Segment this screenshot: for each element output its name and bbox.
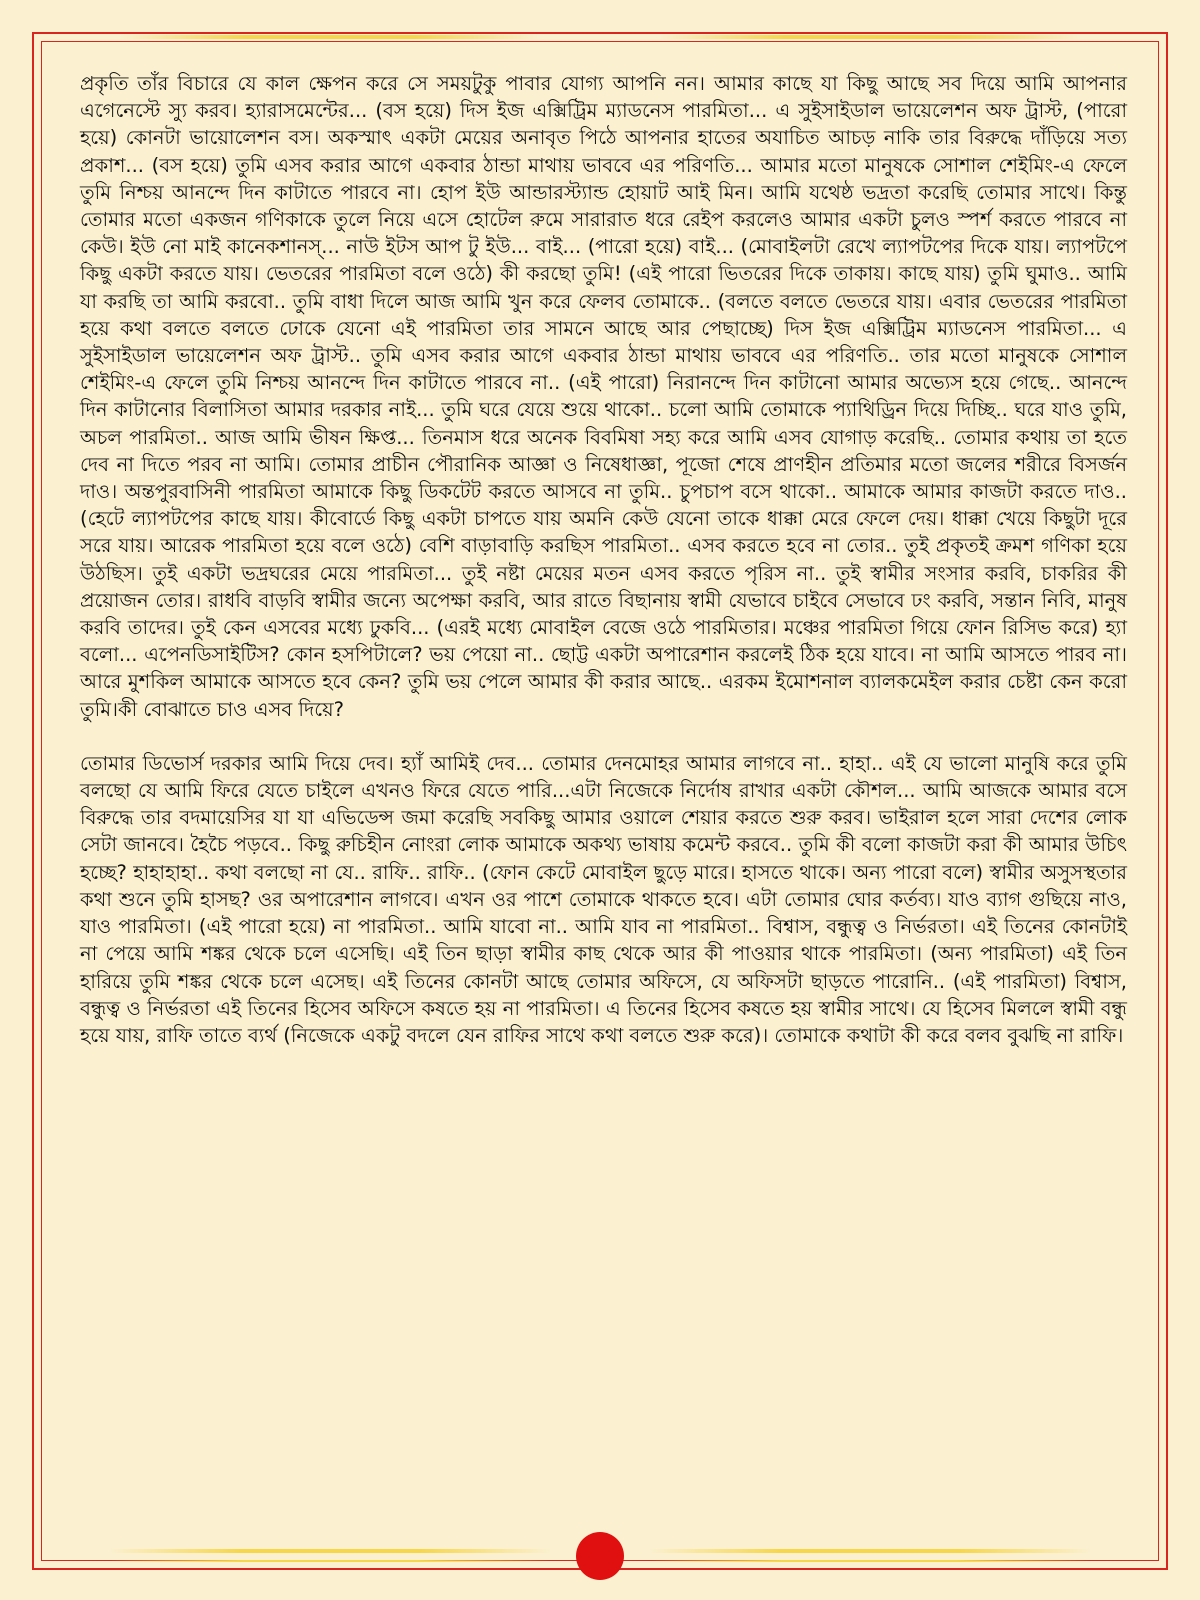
bottom-gold-ornament-right-thin (650, 1560, 1090, 1562)
top-gold-ornament-right (660, 35, 1080, 39)
bottom-gold-ornament-right (650, 1549, 1090, 1553)
bottom-gold-ornament-left-thin (110, 1560, 550, 1562)
top-gold-ornament-left (120, 35, 540, 39)
paragraph-1: প্রকৃতি তাঁর বিচারে যে কাল ক্ষেপন করে সে সময়টুকু পাবার যোগ্য আপনি নন। আমার কাছে যা কিছু আছে সব দিয়ে আমি আপনার এগেনেস্টে স্যু করব। হ্যারাসমেন্টের... (বস হয়ে) দিস ইজ এক্সিট্রিম ম্যাডনেস পারমিতা... এ সুইসাইডাল ভায়েলেশন অফ ট্রাস্ট, (পারো হয়ে) কোনটা ভায়োলেশন বস। অকস্মাৎ একটা মেয়ের অনাবৃত পিঠে আপনার হাতের অযাচিত আচড় নাকি তার বিরুদ্ধে দাঁড়িয়ে সত্য প্রকাশ... (বস হয়ে) তুমি এসব করার আগে একবার ঠান্ডা মাথায় ভাববে এর পরিণতি... আমার মতো মানুষকে সোশাল শেইমিং-এ ফেলে তুমি নিশ্চয় আনন্দে দিন কাটাতে পারবে না। হোপ ইউ আন্ডারস্ট্যান্ড হোয়াট আই মিন। আমি যথেষ্ঠ ভদ্রতা করেছি তোমার সাথে। কিন্তু তোমার মতো একজন গণিকাকে তুলে নিয়ে এসে হোটেল রুমে সারারাত ধরে রেইপ করলেও আমার একটা চুলও স্পর্শ করতে পারবে না কেউ। ইউ নো মাই কানেকশানস্... নাউ ইটস আপ টু ইউ... বাই... (পারো হয়ে) বাই... (মোবাইলটা রেখে ল্যাপটপের দিকে যায়। ল্যাপটপে কিছু একটা করতে যায়। ভেতরের পারমিতা বলে ওঠে) কী করছো তুমি! (এই পারো ভিতরের দিকে তাকায়। কাছে যায়) তুমি ঘুমাও.. আমি যা করছি তা আমি করবো.. তুমি বাধা দিলে আজ আমি খুন করে ফেলব তোমাকে.. (বলতে বলতে ভেতরে যায়। এবার ভেতরের পারমিতা হয়ে কথা বলতে বলতে ঢোকে যেনো এই পারমিতা তার সামনে আছে আর পেছাচ্ছে) দিস ইজ এক্সিট্রিম ম্যাডনেস পারমিতা... এ সুইসাইডাল ভায়েলেশন অফ ট্রাস্ট.. তুমি এসব করার আগে একবার ঠান্ডা মাথায় ভাববে এর পরিণতি.. তার মতো মানুষকে সোশাল শেইমিং-এ ফেলে তুমি নিশ্চয় আনন্দে দিন কাটাতে পারবে না.. (এই পারো) নিরানন্দে দিন কাটানো আমার অভ্যেস হয়ে গেছে.. আনন্দে দিন কাটানোর বিলাসিতা আমার দরকার নাই... তুমি ঘরে যেয়ে শুয়ে থাকো.. চলো আমি তোমাকে প্যাথিড্রিন দিয়ে দিচ্ছি.. ঘরে যাও তুমি, অচল পারমিতা.. আজ আমি ভীষন ক্ষিপ্ত... তিনমাস ধরে অনেক বিবমিষা সহ্য করে আমি এসব যোগাড় করেছি.. তোমার কথায় তা হতে দেব না দিতে পরব না আমি। তোমার প্রাচীন পৌরানিক আজ্ঞা ও নিষেধাজ্ঞা, পূজো শেষে প্রাণহীন প্রতিমার মতো জলের শরীরে বিসর্জন দাও। অন্তপুরবাসিনী পারমিতা আমাকে কিছু ডিকটেট করতে আসবে না তুমি.. চুপচাপ বসে থাকো.. আমাকে আমার কাজটা করতে দাও.. (হেটে ল্যাপটপের কাছে যায়। কীবোর্ডে কিছু একটা চাপতে যায় অমনি কেউ যেনো তাকে ধাক্কা মেরে ফেলে দেয়। ধাক্কা খেয়ে কিছুটা দূরে সরে যায়। আরেক পারমিতা হয়ে বলে ওঠে) বেশি বাড়াবাড়ি করছিস পারমিতা.. এসব করতে হবে না তোর.. তুই প্রকৃতই ক্রমশ গণিকা হয়ে উঠছিস। তুই একটা ভদ্রঘরের মেয়ে পারমিতা... তুই নষ্টা মেয়ের মতন এসব করতে পৃরিস না.. তুই স্বামীর সংসার করবি, চাকরির কী প্রয়োজন তোর। রাধবি বাড়বি স্বামীর জন্যে অপেক্ষা করবি, আর রাতে বিছানায় স্বামী যেভাবে চাইবে সেভাবে ঢং করবি, সন্তান নিবি, মানুষ করবি তাদের। তুই কেন এসবের মধ্যে ঢুকবি... (এরই মধ্যে মোবাইল বেজে ওঠে পারমিতার। মঞ্চের পারমিতা গিয়ে ফোন রিসিভ করে) হ্যা বলো... এপেনডিসাইটিস? কোন হসপিটালে? ভয় পেয়ো না.. ছোট্ট একটা অপারেশান করলেই ঠিক হয়ে যাবে। না আমি আসতে পারব না। আরে মুশকিল আমাকে আসতে হবে কেন? তুমি ভয় পেলে আমার কী করার আছে.. এরকম ইমোশনাল ব্যালকমেইল করার চেষ্টা কেন করো তুমি।কী বোঝাতে চাও এসব দিয়ে? (80, 72, 1127, 721)
page-body (80, 70, 1127, 1049)
bottom-gold-ornament-left (110, 1549, 550, 1553)
page-ornament-dot (576, 1532, 624, 1580)
paragraph-2: তোমার ডিভোর্স দরকার আমি দিয়ে দেব। হ্যাঁ আমিই দেব... তোমার দেনমোহর আমার লাগবে না.. হাহা.. এই যে ভালো মানুষি করে তুমি বলছো যে আমি ফিরে যেতে চাইলে এখনও ফিরে যেতে পারি...এটা নিজেকে নির্দোষ রাখার একটা কৌশল... আমি আজকে আমার বসে বিরুদ্ধে তার বদমায়েসির যা যা এভিডেন্স জমা করেছি সবকিছু আমার ওয়ালে শেয়ার করতে শুরু করব। ভাইরাল হলে সারা দেশের লোক সেটা জানবে। হৈচৈ পড়বে.. কিছু রুচিহীন নোংরা লোক আমাকে অকথ্য ভাষায় কমেন্ট করবে.. তুমি কী বলো কাজটা করা কী আমার উচিৎ হচ্ছে? হাহাহাহা.. কথা বলছো না যে.. রাফি.. রাফি.. (ফোন কেটে মোবাইল ছুড়ে মারে। হাসতে থাকে। অন্য পারো বলে) স্বামীর অসুসস্থতার কথা শুনে তুমি হাসছ? ওর অপারেশান লাগবে। এখন ওর পাশে তোমাকে থাকতে হবে। এটা তোমার ঘোর কর্তব্য। যাও ব্যাগ গুছিয়ে নাও, যাও পারমিতা। (এই পারো হয়ে) না পারমিতা.. আমি যাবো না.. আমি যাব না পারমিতা.. বিশ্বাস, বন্ধুত্ব ও নির্ভরতা। এই তিনের কোনটাই না পেয়ে আমি শঙ্কর থেকে চলে এসেছি। এই তিন ছাড়া স্বামীর কাছ থেকে আর কী পাওয়ার থাকে পারমিতা। (অন্য পারমিতা) এই তিন হারিয়ে তুমি শঙ্কর থেকে চলে এসেছ। এই তিনের কোনটা আছে তোমার অফিসে, যে অফিসটা ছাড়তে পারোনি.. (এই পারমিতা) বিশ্বাস, বন্ধুত্ব ও নির্ভরতা এই তিনের হিসেব অফিসে কষতে হয় না পারমিতা। এ তিনের হিসেব কষতে হয় স্বামীর সাথে। যে হিসেব মিললে স্বামী বন্ধু হয়ে যায়, রাফি তাতে ব্যর্থ (নিজেকে একটু বদলে যেন রাফির সাথে কথা বলতে শুরু করে)। তোমাকে কথাটা কী করে বলব বুঝছি না রাফি। (80, 751, 1127, 1047)
